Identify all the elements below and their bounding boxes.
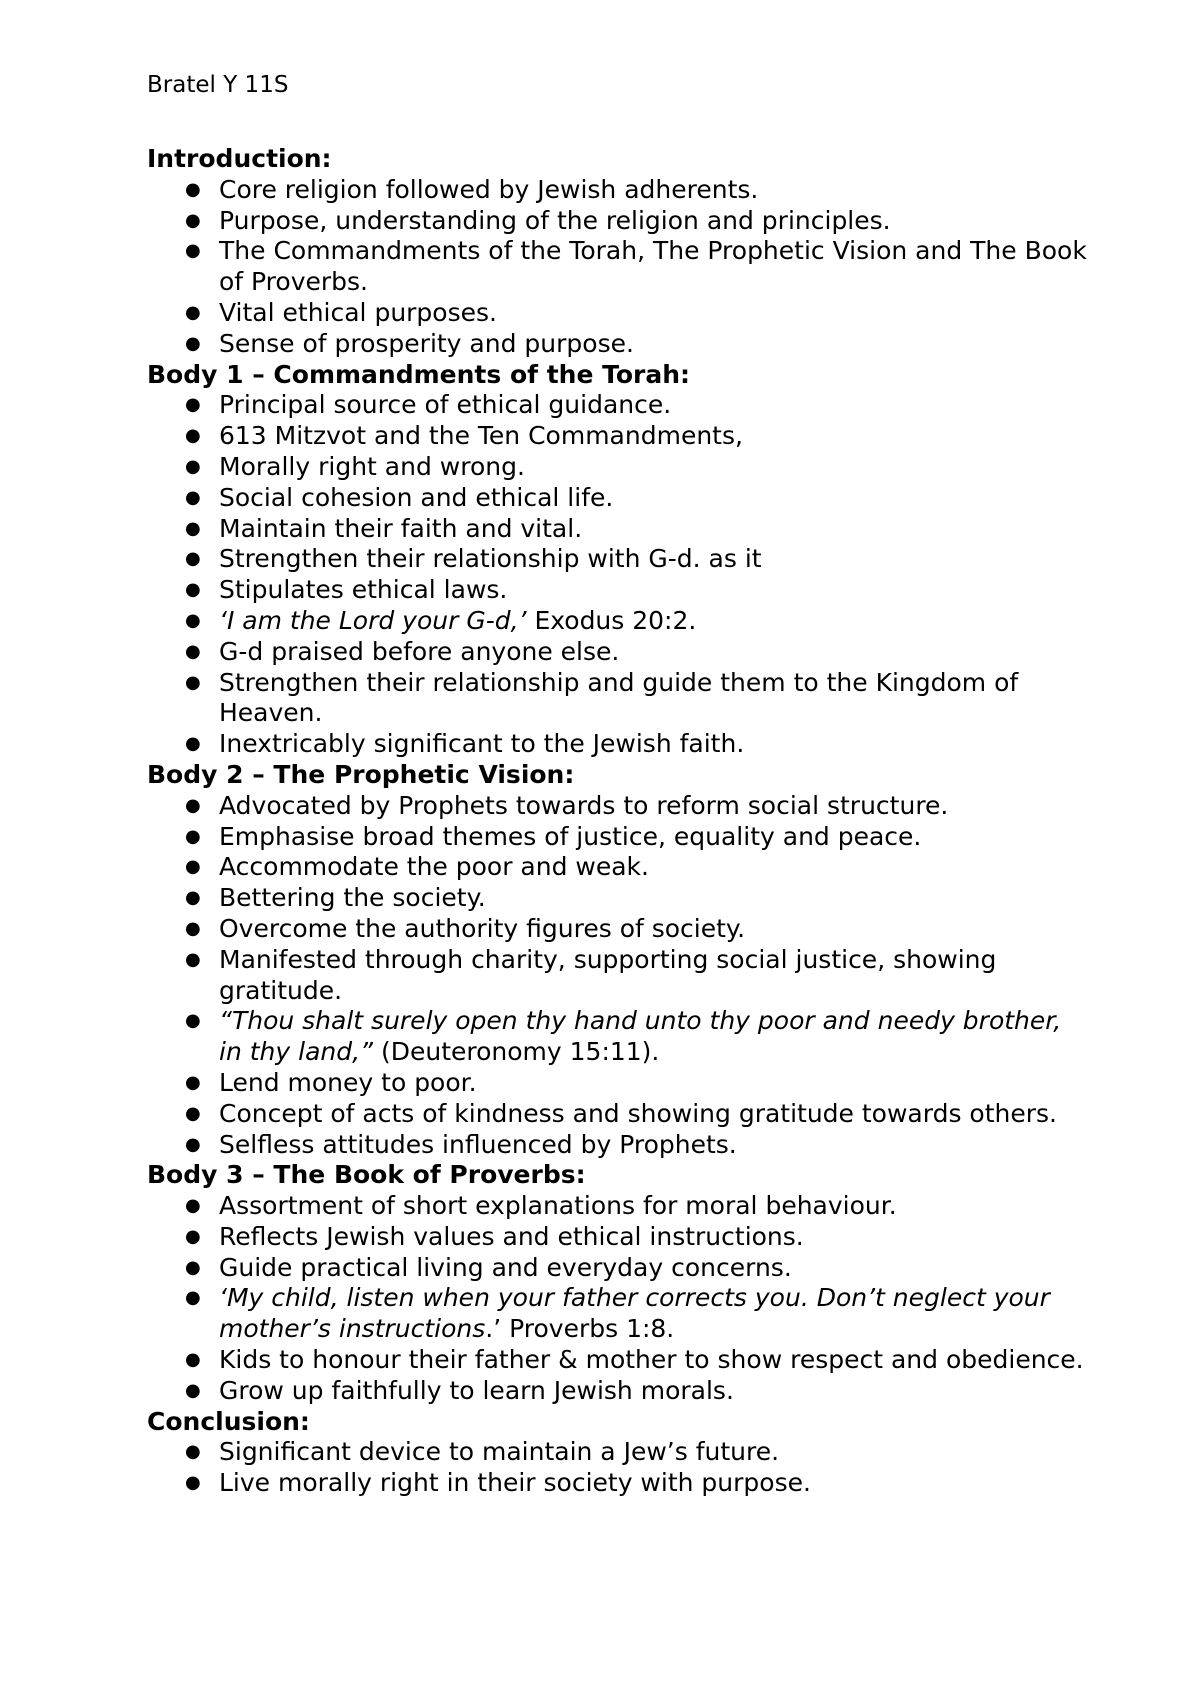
bullet-icon: ● xyxy=(185,240,201,262)
bullet-icon: ● xyxy=(185,1256,201,1278)
list-item-text: Assortment of short explanations for moral behaviour. xyxy=(219,1191,897,1221)
list-item xyxy=(147,1222,1087,1253)
bullet-list xyxy=(147,1437,1087,1499)
bullet-icon: ● xyxy=(185,1102,201,1124)
bullet-icon: ● xyxy=(185,1349,201,1371)
bullet-icon: ● xyxy=(185,209,201,231)
list-item xyxy=(147,1437,1087,1468)
list-item xyxy=(147,791,1087,822)
bullet-icon: ● xyxy=(185,425,201,447)
bullet-list xyxy=(147,175,1087,360)
document-body xyxy=(147,144,1087,1499)
list-item xyxy=(147,852,1087,883)
list-item xyxy=(147,1099,1087,1130)
document-header: Bratel Y 11S xyxy=(147,72,289,98)
list-item-text: Grow up faithfully to learn Jewish morals. xyxy=(219,1375,734,1405)
list-item-text: Manifested through charity, supporting social justice, showing gratitude. xyxy=(219,944,997,1005)
list-item xyxy=(147,544,1087,575)
bullet-icon: ● xyxy=(185,178,201,200)
bullet-icon: ● xyxy=(185,609,201,631)
list-item-text: Kids to honour their father & mother to show respect and obedience. xyxy=(219,1345,1084,1375)
section-heading: Introduction: xyxy=(147,144,332,173)
list-item-text: The Commandments of the Torah, The Prophetic Vision and The Book of Proverbs. xyxy=(219,236,1087,297)
bullet-icon: ● xyxy=(185,1287,201,1309)
list-item xyxy=(147,1130,1087,1161)
section-heading: Conclusion: xyxy=(147,1406,310,1436)
list-item xyxy=(147,206,1087,237)
bullet-icon: ● xyxy=(185,486,201,508)
list-item xyxy=(147,1468,1087,1499)
bullet-icon: ● xyxy=(185,1472,201,1494)
list-item-text: Morally right and wrong. xyxy=(219,451,525,481)
list-item xyxy=(147,945,1087,1007)
bullet-icon: ● xyxy=(185,1225,201,1247)
list-item-text: Live morally right in their society with purpose. xyxy=(219,1468,811,1498)
list-item-text: Emphasise broad themes of justice, equality and peace. xyxy=(219,821,922,851)
list-item xyxy=(147,637,1087,668)
bullet-icon: ● xyxy=(185,1195,201,1217)
list-item xyxy=(147,668,1087,730)
bullet-icon: ● xyxy=(185,887,201,909)
list-item xyxy=(147,421,1087,452)
list-item xyxy=(147,1376,1087,1407)
list-item-text: Reflects Jewish values and ethical instructions. xyxy=(219,1221,804,1251)
list-item xyxy=(147,298,1087,329)
bullet-icon: ● xyxy=(185,948,201,970)
list-item-text: Accommodate the poor and weak. xyxy=(219,852,649,882)
list-item xyxy=(147,606,1087,637)
bullet-list xyxy=(147,390,1087,760)
list-item-text: Social cohesion and ethical life. xyxy=(219,482,614,512)
list-item xyxy=(147,822,1087,853)
list-item-text: Maintain their faith and vital. xyxy=(219,513,583,543)
bullet-icon: ● xyxy=(185,640,201,662)
bullet-icon: ● xyxy=(185,1010,201,1032)
bullet-icon: ● xyxy=(185,856,201,878)
list-item-text: Selfless attitudes influenced by Prophets. xyxy=(219,1129,737,1159)
list-item-text: Guide practical living and everyday concerns. xyxy=(219,1252,792,1282)
bullet-icon: ● xyxy=(185,579,201,601)
bullet-icon: ● xyxy=(185,517,201,539)
list-item-text: Concept of acts of kindness and showing gratitude towards others. xyxy=(219,1098,1058,1128)
bullet-icon: ● xyxy=(185,332,201,354)
list-item-text: Bettering the society. xyxy=(219,883,486,913)
bullet-list xyxy=(147,1191,1087,1407)
list-item-text: Core religion followed by Jewish adherents. xyxy=(219,174,759,204)
quote-text: ‘I am the Lord your G-d,’ xyxy=(219,605,527,635)
bullet-icon: ● xyxy=(185,917,201,939)
list-item-text: Vital ethical purposes. xyxy=(219,297,497,327)
bullet-icon: ● xyxy=(185,455,201,477)
list-item-text: Purpose, understanding of the religion and principles. xyxy=(219,205,891,235)
list-item-text: Sense of prosperity and purpose. xyxy=(219,328,634,358)
bullet-icon: ● xyxy=(185,794,201,816)
list-item xyxy=(147,883,1087,914)
section-heading: Body 2 – The Prophetic Vision: xyxy=(147,759,575,789)
bullet-icon: ● xyxy=(185,825,201,847)
list-item-text: .’ Proverbs 1:8. xyxy=(485,1314,675,1344)
list-item xyxy=(147,729,1087,760)
quote-text: ‘My child, listen when your father corrects you. Don’t neglect your mother’s instructions xyxy=(219,1283,1050,1344)
list-item xyxy=(147,236,1087,298)
bullet-icon: ● xyxy=(185,301,201,323)
list-item-text: Strengthen their relationship and guide them to the Kingdom of Heaven. xyxy=(219,667,1019,728)
bullet-icon: ● xyxy=(185,733,201,755)
bullet-icon: ● xyxy=(185,1133,201,1155)
list-item-text: Inextricably significant to the Jewish faith. xyxy=(219,729,745,759)
list-item xyxy=(147,1191,1087,1222)
list-item-text: Overcome the authority figures of society. xyxy=(219,913,746,943)
list-item-text: Lend money to poor. xyxy=(219,1067,477,1097)
list-item xyxy=(147,514,1087,545)
bullet-icon: ● xyxy=(185,671,201,693)
list-item xyxy=(147,329,1087,360)
section-heading: Body 1 – Commandments of the Torah: xyxy=(147,359,691,389)
list-item-text: Strengthen their relationship with G-d. as it xyxy=(219,544,762,574)
list-item xyxy=(147,483,1087,514)
quote-text: “Thou shalt surely open thy hand unto thy poor and needy brother, in thy land,” xyxy=(219,1006,1062,1067)
bullet-icon: ● xyxy=(185,1441,201,1463)
list-item xyxy=(147,1345,1087,1376)
list-item xyxy=(147,1253,1087,1284)
list-item xyxy=(147,575,1087,606)
list-item xyxy=(147,1068,1087,1099)
bullet-icon: ● xyxy=(185,394,201,416)
section-heading: Body 3 – The Book of Proverbs: xyxy=(147,1160,586,1190)
list-item-text: Advocated by Prophets towards to reform social structure. xyxy=(219,790,949,820)
list-item-text: 613 Mitzvot and the Ten Commandments, xyxy=(219,421,743,451)
list-item xyxy=(147,1283,1087,1345)
bullet-icon: ● xyxy=(185,1071,201,1093)
list-item-text: G-d praised before anyone else. xyxy=(219,636,620,666)
list-item-text: Exodus 20:2. xyxy=(526,605,697,635)
list-item xyxy=(147,390,1087,421)
list-item xyxy=(147,175,1087,206)
bullet-icon: ● xyxy=(185,548,201,570)
list-item-text: (Deuteronomy 15:11). xyxy=(373,1037,660,1067)
list-item-text: Principal source of ethical guidance. xyxy=(219,390,672,420)
list-item xyxy=(147,1006,1087,1068)
list-item xyxy=(147,452,1087,483)
list-item xyxy=(147,914,1087,945)
list-item-text: Significant device to maintain a Jew’s future. xyxy=(219,1437,780,1467)
bullet-list xyxy=(147,791,1087,1161)
list-item-text: Stipulates ethical laws. xyxy=(219,575,508,605)
bullet-icon: ● xyxy=(185,1379,201,1401)
